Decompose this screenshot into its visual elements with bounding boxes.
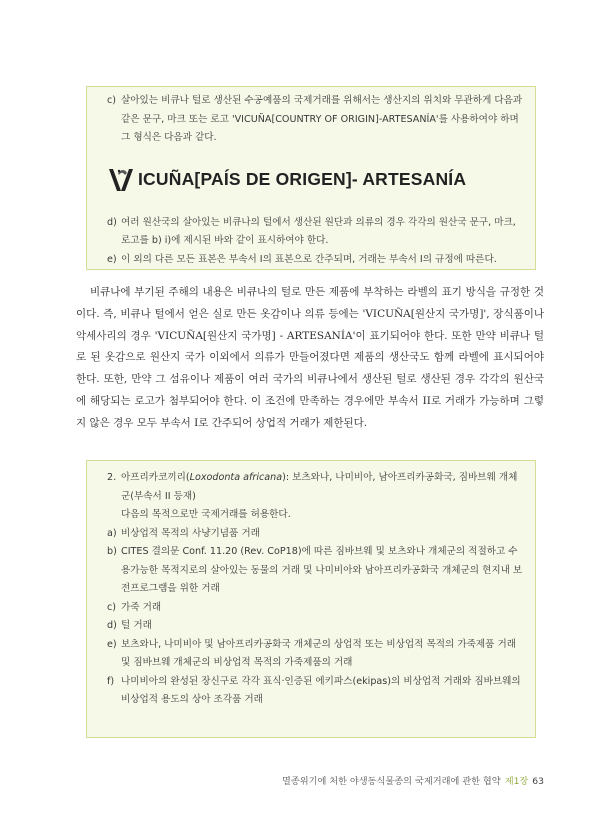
item-text: 여러 원산국의 살아있는 비큐나의 털에서 생산된 원단과 의류의 경우 각각의 원산국 문구, 마크, 로고를 b) ⅰ)에 제시된 바와 같이 표시하여야 한다.: [121, 216, 516, 246]
vicuna-v-logo-mark: [107, 167, 137, 193]
item-text: 비상업적 목적의 사냥기념품 거래: [121, 527, 260, 539]
paragraph-text: 비큐나에 부기된 주해의 내용은 비큐나의 털로 만든 제품에 부착하는 라벨의 표기 방식을 규정한 것이다. 즉, 비큐나 털에서 얻은 실로 만든 옷감이나 의류 등에는 'VICUÑA[원산지 국가명]', 장식품이나 악세사리의 경우 'VICUÑA[원산지 국가명] - ARTESANÍA'이 표기되어야 한다. 또한 만약 비큐나 털로 된 옷감으로 원산지 국가 이외에서 의류가 만들어졌다면 제품의 생산국도 함께 라벨에 표시되어야 한다. 또한, 만약 그 섬유이나 제품이 여러 국가의 비큐나에서 생산된 털로 생산된 경우 각각의 원산국에 해당되는 로고가 첨부되어야 한다. 이 조건에 만족하는 경우에만 부속서 II로 거래가 가능하며 그렇지 않은 경우 모두 부속서 I로 간주되어 상업적 거래가 제한된다.: [76, 286, 544, 429]
footer-title: 멸종위기에 처한 야생동식물종의 국제거래에 관한 협약: [281, 776, 501, 787]
item-label: c): [107, 95, 117, 106]
item-text: 가죽 거래: [121, 601, 162, 613]
species-name-rest: ): 보츠와나, 나미비아, 남아프리카공화국, 짐바브웨 개체군(부속서 II 등재): [121, 472, 518, 502]
list-item: [107, 599, 525, 618]
item-label: b): [107, 546, 117, 557]
list-item: [107, 636, 525, 673]
page-footer: [260, 773, 544, 787]
list-item: [107, 214, 525, 251]
annotation-box-vicuna: [86, 86, 536, 270]
item-label: d): [107, 620, 117, 631]
body-paragraph: [76, 282, 544, 435]
species-name-latin: Loxodonta africana: [189, 472, 283, 483]
item-number: 2.: [107, 472, 117, 483]
annotation-box-elephant: [86, 460, 536, 738]
item-label: e): [107, 638, 117, 650]
list-item: [107, 251, 525, 270]
list-item: [107, 617, 525, 636]
item-text: CITES 결의문 Conf. 11.20 (Rev. CoP18)에 따른 짐바브웨 및 보츠와나 개체군의 적절하고 수용가능한 목적지로의 살아있는 동물의 거래 및 나미비아와 남아프리카공화국 개체군의 현지내 보전프로그램을 위한 거래: [121, 546, 523, 594]
item-label: a): [107, 527, 117, 539]
species-name-ko: 아프리카코끼리(: [121, 472, 190, 483]
species-heading: [107, 469, 525, 506]
list-item: [107, 543, 525, 599]
list-item: [107, 92, 525, 148]
item-label: d): [107, 216, 117, 228]
list-item: [107, 525, 525, 544]
item-text: 살아있는 비큐나 털로 생산된 수공예품의 국제거래를 위해서는 생산지의 위치와 무관하게 다음과 같은 문구, 마크 또는 로고 'VICUÑA[COUNTRY OF ORIGIN]-ARTESANÍA'를 사용하여야 하며 그 형식은 다음과 같다.: [121, 95, 523, 143]
footer-chapter: 제1장: [504, 776, 529, 787]
item-text: 나미비아의 완성된 장신구로 각각 표식·인증된 에키파스(ekipas)의 비상업적 거래와 짐바브웨의 비상업적 용도의 상아 조각품 거래: [121, 675, 521, 705]
vicuna-artesania-logo: [107, 160, 467, 200]
item-label: c): [107, 601, 117, 613]
item-text: 보츠와나, 나미비아 및 남아프리카공화국 개체군의 상업적 또는 비상업적 목적의 가죽제품 거래 및 짐바브웨 개체군의 비상업적 목적의 가죽제품의 거래: [121, 638, 516, 668]
list-item: [107, 673, 525, 710]
item-label: e): [107, 253, 117, 265]
page-number: 63: [532, 776, 544, 787]
intro-line: [107, 506, 525, 525]
item-label: f): [107, 675, 115, 687]
logo-text: ICUÑA[PAÍS DE ORIGEN]- ARTESANÍA: [138, 169, 467, 190]
item-text: 이 외의 다른 모든 표본은 부속서 I의 표본으로 간주되며, 거래는 부속서 I의 규정에 따른다.: [121, 253, 497, 265]
intro-text: 다음의 목적으로만 국제거래를 허용한다.: [121, 509, 291, 520]
item-text: 털 거래: [121, 620, 152, 631]
